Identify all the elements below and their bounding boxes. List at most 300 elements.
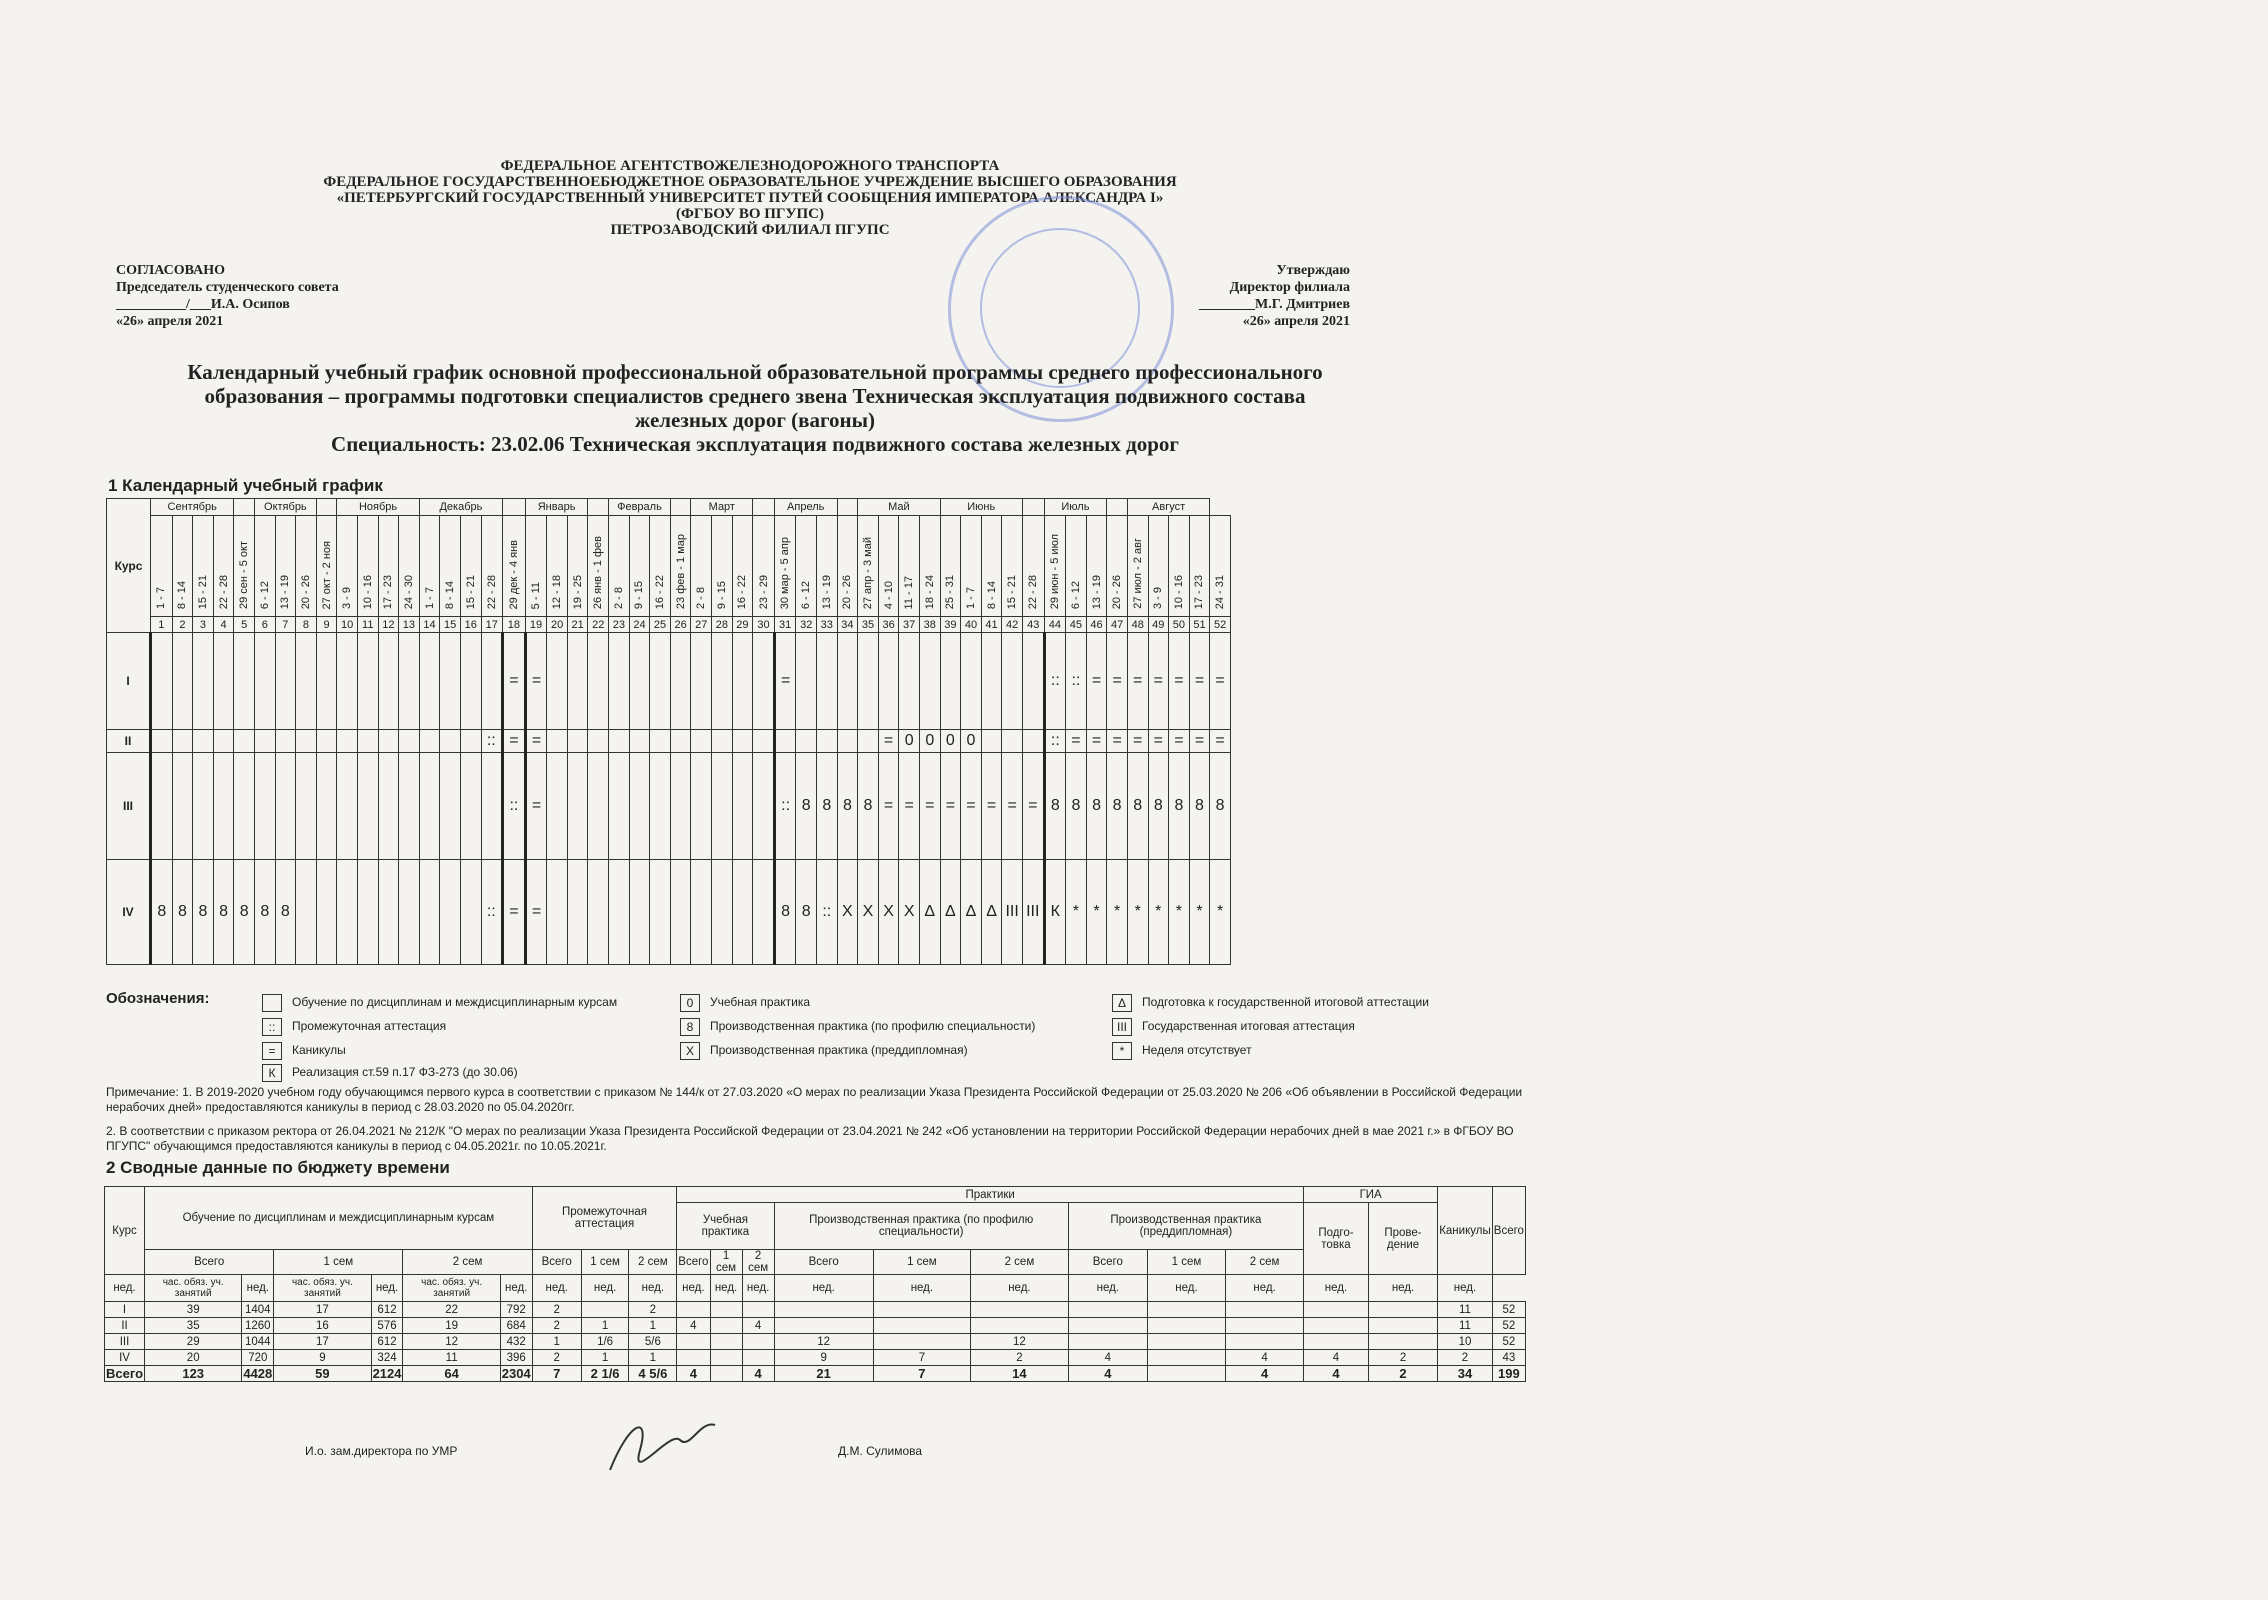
schedule-cell bbox=[858, 633, 879, 730]
budget-cell: 4 bbox=[677, 1366, 710, 1382]
schedule-cell bbox=[712, 730, 733, 753]
schedule-cell: :: bbox=[1066, 633, 1087, 730]
budget-cell bbox=[710, 1334, 742, 1350]
schedule-cell bbox=[460, 860, 481, 965]
week-label: 9 - 15 bbox=[633, 580, 646, 609]
schedule-cell bbox=[337, 633, 358, 730]
unit-label: нед. bbox=[1368, 1275, 1437, 1302]
schedule-cell: :: bbox=[503, 753, 526, 860]
week-label: 22 - 28 bbox=[485, 574, 498, 609]
week-number: 48 bbox=[1127, 617, 1148, 633]
week-header bbox=[172, 516, 193, 617]
schedule-cell: Δ bbox=[981, 860, 1002, 965]
week-number: 17 bbox=[481, 617, 503, 633]
budget-cell: 11 bbox=[1438, 1318, 1493, 1334]
budget-cell: Всего bbox=[106, 1366, 144, 1381]
week-header bbox=[547, 516, 568, 617]
unit-label: нед. bbox=[371, 1275, 403, 1302]
budget-cell: 4 bbox=[742, 1366, 774, 1382]
budget-cell bbox=[1226, 1334, 1304, 1350]
units-row bbox=[105, 1275, 1526, 1302]
week-number: 16 bbox=[460, 617, 481, 633]
sub-s1: 1 сем bbox=[1147, 1250, 1225, 1275]
schedule-cell: = bbox=[774, 633, 796, 730]
budget-cell bbox=[677, 1334, 710, 1350]
week-number: 15 bbox=[440, 617, 461, 633]
week-header bbox=[1002, 516, 1023, 617]
schedule-cell: 8 bbox=[1169, 753, 1190, 860]
budget-cell bbox=[873, 1318, 971, 1334]
week-label: 5 - 11 bbox=[529, 581, 542, 609]
week-header bbox=[878, 516, 899, 617]
schedule-cell bbox=[213, 730, 234, 753]
week-label: 15 - 21 bbox=[464, 574, 477, 609]
month-header: Май bbox=[858, 499, 940, 516]
budget-cell bbox=[581, 1302, 629, 1318]
schedule-row bbox=[107, 753, 1231, 860]
schedule-cell bbox=[609, 633, 630, 730]
schedule-cell bbox=[440, 730, 461, 753]
agreed-title: СОГЛАСОВАНО bbox=[116, 263, 225, 278]
budget-cell bbox=[1368, 1318, 1437, 1334]
schedule-cell: 8 bbox=[151, 860, 173, 965]
schedule-cell bbox=[275, 730, 296, 753]
week-number: 39 bbox=[940, 617, 961, 633]
budget-cell bbox=[710, 1366, 742, 1382]
week-header bbox=[981, 516, 1002, 617]
week-label: 20 - 26 bbox=[299, 574, 312, 609]
week-label: 18 - 24 bbox=[923, 574, 936, 609]
budget-cell bbox=[742, 1334, 774, 1350]
week-header bbox=[899, 516, 920, 617]
week-number: 41 bbox=[981, 617, 1002, 633]
legend-text: Каникулы bbox=[292, 1043, 346, 1057]
budget-cell: 7 bbox=[532, 1366, 581, 1382]
month-header bbox=[837, 499, 858, 516]
unit-label: нед. bbox=[500, 1275, 532, 1302]
schedule-cell: 0 bbox=[940, 730, 961, 753]
week-header bbox=[481, 516, 503, 617]
month-header bbox=[316, 499, 337, 516]
schedule-cell: 8 bbox=[1148, 753, 1169, 860]
week-number: 33 bbox=[817, 617, 838, 633]
schedule-cell bbox=[1022, 633, 1044, 730]
week-label: 2 - 8 bbox=[695, 586, 708, 609]
schedule-cell: = bbox=[1086, 633, 1107, 730]
week-label: 4 - 10 bbox=[882, 580, 895, 609]
schedule-cell bbox=[316, 860, 337, 965]
schedule-cell bbox=[151, 753, 173, 860]
schedule-cell: III bbox=[1002, 860, 1023, 965]
week-label: 8 - 14 bbox=[176, 580, 189, 609]
budget-cell: III bbox=[105, 1334, 145, 1350]
schedule-cell: 8 bbox=[193, 860, 214, 965]
schedule-cell bbox=[588, 730, 609, 753]
legend-text: Реализация ст.59 п.17 ФЗ-273 (до 30.06) bbox=[292, 1065, 518, 1079]
schedule-cell bbox=[670, 730, 691, 753]
schedule-cell: = bbox=[940, 753, 961, 860]
week-number: 27 bbox=[691, 617, 712, 633]
schedule-cell: 8 bbox=[1210, 753, 1231, 860]
schedule-cell bbox=[588, 753, 609, 860]
week-header bbox=[1044, 516, 1066, 617]
week-number: 52 bbox=[1210, 617, 1231, 633]
schedule-cell bbox=[316, 753, 337, 860]
budget-cell: 39 bbox=[145, 1302, 242, 1318]
schedule-cell bbox=[670, 633, 691, 730]
schedule-cell bbox=[460, 753, 481, 860]
col-study: Обучение по дисциплинам и междисциплинарным курсам bbox=[145, 1187, 533, 1250]
week-label: 3 - 9 bbox=[1152, 586, 1165, 609]
schedule-cell: = bbox=[1107, 730, 1128, 753]
org-line: «ПЕТЕРБУРГСКИЙ ГОСУДАРСТВЕННЫЙ УНИВЕРСИТЕТ ПУТЕЙ СООБЩЕНИЯ ИМПЕРАТОРА АЛЕКСАНДРА I» bbox=[336, 190, 1164, 206]
week-label: 29 июн - 5 июл bbox=[1048, 533, 1061, 609]
schedule-cell bbox=[151, 633, 173, 730]
note-1: Примечание: 1. В 2019-2020 учебном году обучающимся первого курса в соответствии с приказом № 144/к от 27.03.2020 «О мерах по реализации Указа Президента Российской Федерации от 25.03.2020 № 206 «Об объявлении в Российской Федерации нерабочих дней» предоставляются каникулы в период с 28.03.2020 по 05.04.2020гг. bbox=[106, 1085, 1523, 1114]
schedule-cell: = bbox=[503, 730, 526, 753]
budget-cell bbox=[1147, 1350, 1225, 1366]
week-number: 7 bbox=[275, 617, 296, 633]
legend-symbol: Х bbox=[680, 1042, 700, 1060]
unit-label: час. обяз. уч. занятий bbox=[403, 1275, 500, 1302]
budget-cell: 2 bbox=[532, 1318, 581, 1334]
schedule-cell bbox=[650, 860, 671, 965]
budget-cell: 12 bbox=[971, 1334, 1069, 1350]
legend-symbol: К bbox=[262, 1064, 282, 1082]
week-header bbox=[1022, 516, 1044, 617]
week-header bbox=[567, 516, 588, 617]
schedule-cell bbox=[1002, 633, 1023, 730]
schedule-cell bbox=[732, 753, 753, 860]
budget-cell bbox=[742, 1302, 774, 1318]
week-label: 23 - 29 bbox=[757, 574, 770, 609]
schedule-cell bbox=[378, 633, 399, 730]
schedule-cell bbox=[629, 753, 650, 860]
budget-cell: 34 bbox=[1438, 1366, 1493, 1382]
week-label: 16 - 22 bbox=[736, 574, 749, 609]
schedule-cell: * bbox=[1189, 860, 1210, 965]
week-number: 38 bbox=[919, 617, 940, 633]
schedule-cell bbox=[357, 633, 378, 730]
schedule-cell: 0 bbox=[899, 730, 920, 753]
week-header bbox=[796, 516, 817, 617]
schedule-cell: 8 bbox=[1107, 753, 1128, 860]
org-line: ФЕДЕРАЛЬНОЕ ГОСУДАРСТВЕННОЕБЮДЖЕТНОЕ ОБРАЗОВАТЕЛЬНОЕ УЧРЕЖДЕНИЕ ВЫСШЕГО ОБРАЗОВАНИЯ bbox=[323, 174, 1177, 190]
legend-symbol: * bbox=[1112, 1042, 1132, 1060]
schedule-cell bbox=[732, 860, 753, 965]
unit-label: нед. bbox=[1068, 1275, 1147, 1302]
week-label: 29 сен - 5 окт bbox=[238, 540, 251, 609]
week-header bbox=[650, 516, 671, 617]
budget-cell: 7 bbox=[873, 1350, 971, 1366]
week-label: 20 - 26 bbox=[841, 574, 854, 609]
legend-text: Производственная практика (преддипломная) bbox=[710, 1043, 968, 1057]
schedule-cell bbox=[193, 730, 214, 753]
sub-all: Всего bbox=[145, 1250, 274, 1275]
budget-cell bbox=[1147, 1366, 1225, 1382]
schedule-cell: * bbox=[1107, 860, 1128, 965]
week-number: 23 bbox=[609, 617, 630, 633]
budget-cell bbox=[742, 1350, 774, 1366]
budget-cell: 10 bbox=[1438, 1334, 1493, 1350]
schedule-cell bbox=[547, 730, 568, 753]
budget-cell: 9 bbox=[274, 1350, 371, 1366]
schedule-cell bbox=[712, 633, 733, 730]
budget-cell: 4 bbox=[1226, 1350, 1304, 1366]
budget-row bbox=[105, 1350, 1526, 1366]
schedule-cell: :: bbox=[1044, 730, 1066, 753]
legend-text: Промежуточная аттестация bbox=[292, 1019, 447, 1033]
week-number: 13 bbox=[399, 617, 420, 633]
schedule-cell: Δ bbox=[940, 860, 961, 965]
budget-cell bbox=[1068, 1334, 1147, 1350]
week-number: 42 bbox=[1002, 617, 1023, 633]
schedule-cell: 8 bbox=[254, 860, 275, 965]
budget-cell: 4 bbox=[1068, 1350, 1147, 1366]
schedule-cell bbox=[275, 753, 296, 860]
schedule-cell bbox=[440, 753, 461, 860]
schedule-cell bbox=[296, 633, 317, 730]
schedule-cell: * bbox=[1086, 860, 1107, 965]
schedule-cell bbox=[213, 633, 234, 730]
budget-cell: 396 bbox=[500, 1350, 532, 1366]
approved-title: Утверждаю bbox=[1276, 263, 1350, 278]
schedule-cell bbox=[732, 730, 753, 753]
budget-cell bbox=[710, 1318, 742, 1334]
budget-cell: 52 bbox=[1492, 1302, 1525, 1318]
budget-cell: 792 bbox=[500, 1302, 532, 1318]
budget-cell: 1 bbox=[629, 1350, 677, 1366]
budget-cell: I bbox=[105, 1302, 145, 1318]
month-header: Июнь bbox=[940, 499, 1022, 516]
week-number: 5 bbox=[234, 617, 255, 633]
legend-text: Производственная практика (по профилю специальности) bbox=[710, 1019, 1036, 1033]
schedule-cell bbox=[337, 753, 358, 860]
budget-cell: 20 bbox=[145, 1350, 242, 1366]
org-line: ФЕДЕРАЛЬНОЕ АГЕНТСТВОЖЕЛЕЗНОДОРОЖНОГО ТРАНСПОРТА bbox=[500, 158, 1000, 174]
week-label: 17 - 23 bbox=[1193, 574, 1206, 609]
schedule-cell: = bbox=[1066, 730, 1087, 753]
legend-symbol: = bbox=[262, 1042, 282, 1060]
schedule-cell bbox=[650, 753, 671, 860]
unit-label: нед. bbox=[1147, 1275, 1225, 1302]
week-number: 30 bbox=[753, 617, 775, 633]
week-header bbox=[629, 516, 650, 617]
schedule-cell: 8 bbox=[837, 753, 858, 860]
budget-cell: 1 bbox=[629, 1318, 677, 1334]
week-label: 8 - 14 bbox=[444, 580, 457, 609]
schedule-cell bbox=[919, 633, 940, 730]
schedule-cell bbox=[732, 633, 753, 730]
legend-text: Обучение по дисциплинам и междисциплинарным курсам bbox=[292, 995, 618, 1009]
approved-date: «26» апреля 2021 bbox=[1242, 314, 1350, 329]
week-label: 29 дек - 4 янв bbox=[507, 539, 520, 609]
legend-text: Государственная итоговая аттестация bbox=[1142, 1019, 1355, 1033]
unit-label: нед. bbox=[105, 1275, 145, 1302]
week-label: 16 - 22 bbox=[654, 574, 667, 609]
schedule-cell bbox=[337, 860, 358, 965]
budget-cell bbox=[710, 1302, 742, 1318]
week-label: 3 - 9 bbox=[341, 586, 354, 609]
week-header bbox=[712, 516, 733, 617]
schedule-cell bbox=[460, 730, 481, 753]
schedule-cell: = bbox=[525, 753, 547, 860]
week-header bbox=[213, 516, 234, 617]
budget-cell: 43 bbox=[1492, 1350, 1525, 1366]
week-header bbox=[691, 516, 712, 617]
budget-cell bbox=[971, 1318, 1069, 1334]
schedule-cell bbox=[629, 860, 650, 965]
schedule-cell bbox=[609, 753, 630, 860]
week-header bbox=[1066, 516, 1087, 617]
week-header bbox=[296, 516, 317, 617]
schedule-cell bbox=[234, 730, 255, 753]
week-header bbox=[525, 516, 547, 617]
budget-cell: 12 bbox=[774, 1334, 873, 1350]
week-number: 11 bbox=[357, 617, 378, 633]
month-header: Август bbox=[1127, 499, 1209, 516]
week-header bbox=[858, 516, 879, 617]
schedule-cell: = bbox=[503, 633, 526, 730]
org-header bbox=[0, 158, 1500, 238]
schedule-cell bbox=[609, 730, 630, 753]
budget-cell bbox=[1068, 1318, 1147, 1334]
schedule-cell bbox=[609, 860, 630, 965]
budget-cell: 2 1/6 bbox=[581, 1366, 629, 1382]
schedule-cell bbox=[378, 860, 399, 965]
schedule-cell bbox=[172, 633, 193, 730]
schedule-cell: К bbox=[1044, 860, 1066, 965]
schedule-cell bbox=[481, 633, 503, 730]
budget-cell bbox=[971, 1302, 1069, 1318]
schedule-cell bbox=[172, 730, 193, 753]
legend-text: Подготовка к государственной итоговой аттестации bbox=[1142, 995, 1429, 1009]
schedule-cell bbox=[650, 633, 671, 730]
week-number: 18 bbox=[503, 617, 526, 633]
col-vac: Каникулы bbox=[1438, 1187, 1493, 1275]
month-header bbox=[670, 499, 691, 516]
schedule-cell bbox=[1002, 730, 1023, 753]
budget-cell: 22 bbox=[403, 1302, 500, 1318]
month-header: Апрель bbox=[774, 499, 837, 516]
agreed-block bbox=[116, 262, 339, 330]
budget-cell: 2 bbox=[1438, 1350, 1493, 1366]
schedule-cell: :: bbox=[481, 860, 503, 965]
kurs-cell: IV bbox=[107, 860, 151, 965]
schedule-cell: = bbox=[525, 730, 547, 753]
week-label: 6 - 12 bbox=[1069, 580, 1082, 609]
budget-cell: 64 bbox=[403, 1366, 500, 1382]
budget-cell: 324 bbox=[371, 1350, 403, 1366]
schedule-cell bbox=[940, 633, 961, 730]
unit-label: нед. bbox=[971, 1275, 1069, 1302]
col-gia: ГИА bbox=[1304, 1187, 1438, 1203]
schedule-cell bbox=[753, 730, 775, 753]
col-practice: Практики bbox=[677, 1187, 1304, 1203]
month-header: Декабрь bbox=[419, 499, 502, 516]
schedule-cell bbox=[440, 633, 461, 730]
week-label: 24 - 30 bbox=[402, 574, 415, 609]
sub-s2: 2 сем bbox=[742, 1250, 774, 1275]
week-number: 12 bbox=[378, 617, 399, 633]
week-label: 22 - 28 bbox=[217, 574, 230, 609]
schedule-cell: * bbox=[1210, 860, 1231, 965]
sub-all: Всего bbox=[677, 1250, 710, 1275]
approved-block bbox=[1140, 262, 1350, 330]
schedule-cell bbox=[296, 730, 317, 753]
budget-cell: 2 bbox=[1368, 1366, 1437, 1382]
schedule-cell bbox=[712, 860, 733, 965]
schedule-cell: 8 bbox=[275, 860, 296, 965]
week-header bbox=[1127, 516, 1148, 617]
budget-cell: 1/6 bbox=[581, 1334, 629, 1350]
week-header bbox=[151, 516, 173, 617]
week-number: 45 bbox=[1066, 617, 1087, 633]
kurs-cell: II bbox=[107, 730, 151, 753]
signature-role: И.о. зам.директора по УМР bbox=[305, 1444, 458, 1458]
budget-cell: 1 bbox=[581, 1318, 629, 1334]
schedule-cell: = bbox=[1148, 730, 1169, 753]
week-label: 15 - 21 bbox=[196, 574, 209, 609]
budget-cell: 4 bbox=[742, 1318, 774, 1334]
schedule-cell bbox=[254, 730, 275, 753]
schedule-cell bbox=[296, 860, 317, 965]
schedule-cell bbox=[337, 730, 358, 753]
week-number: 10 bbox=[337, 617, 358, 633]
schedule-cell: = bbox=[1210, 730, 1231, 753]
budget-cell: 5/6 bbox=[629, 1334, 677, 1350]
schedule-cell bbox=[440, 860, 461, 965]
unit-label: нед. bbox=[677, 1275, 710, 1302]
schedule-cell: = bbox=[1169, 633, 1190, 730]
schedule-cell bbox=[378, 730, 399, 753]
legend-text: Неделя отсутствует bbox=[1142, 1043, 1252, 1057]
budget-cell: 2304 bbox=[501, 1366, 531, 1381]
schedule-cell bbox=[691, 860, 712, 965]
schedule-cell bbox=[796, 730, 817, 753]
budget-cell bbox=[774, 1318, 873, 1334]
note-2: 2. В соответствии с приказом ректора от 26.04.2021 № 212/К "О мерах по реализации Указа Президента Российской Федерации от 23.04.2021 № 242 «Об установлении на территории Российской Федерации нерабочих дней в мае 2021 г.» в ФГБОУ ВО ПГУПС" обучающимся предоставляются каникулы в период с 04.05.2021г. по 10.05.2021г. bbox=[106, 1124, 1514, 1153]
month-header: Июль bbox=[1044, 499, 1107, 516]
title-line: железных дорог (вагоны) bbox=[635, 408, 875, 432]
week-number: 6 bbox=[254, 617, 275, 633]
schedule-cell bbox=[567, 860, 588, 965]
col-p-prof: Производственная практика (по профилю специальности) bbox=[774, 1203, 1068, 1250]
week-header bbox=[1107, 516, 1128, 617]
schedule-cell bbox=[899, 633, 920, 730]
unit-label: нед. bbox=[242, 1275, 274, 1302]
schedule-cell bbox=[817, 730, 838, 753]
schedule-cell: = bbox=[1189, 730, 1210, 753]
schedule-cell bbox=[858, 730, 879, 753]
schedule-cell bbox=[234, 753, 255, 860]
unit-label: нед. bbox=[742, 1275, 774, 1302]
week-header bbox=[1148, 516, 1169, 617]
week-label: 2 - 8 bbox=[612, 586, 625, 609]
sub-s2: 2 сем bbox=[971, 1250, 1069, 1275]
schedule-cell: Х bbox=[837, 860, 858, 965]
schedule-cell bbox=[981, 633, 1002, 730]
legend-symbol: III bbox=[1112, 1018, 1132, 1036]
week-number: 1 bbox=[151, 617, 173, 633]
schedule-cell bbox=[753, 633, 775, 730]
schedule-cell bbox=[878, 633, 899, 730]
budget-row bbox=[105, 1302, 1526, 1318]
schedule-cell bbox=[399, 753, 420, 860]
week-label: 1 - 7 bbox=[155, 586, 168, 609]
week-header bbox=[919, 516, 940, 617]
schedule-cell: 8 bbox=[796, 860, 817, 965]
